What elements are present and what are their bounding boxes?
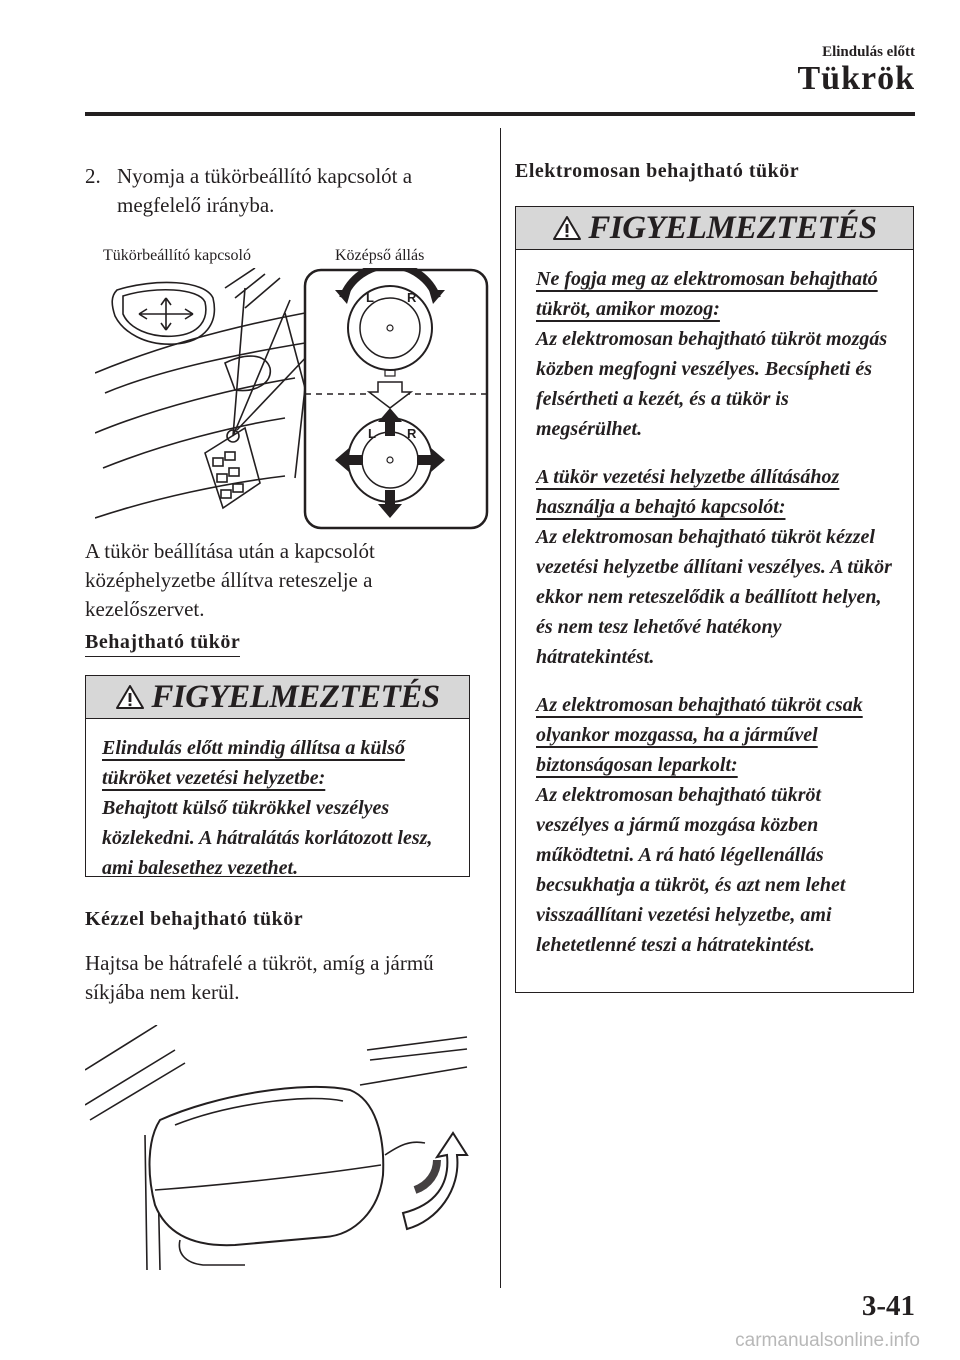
page-number: 3-41 [861, 1290, 915, 1322]
warning-1-heading: Elindulás előtt mindig állítsa a külső tükröket vezetési helyzetbe: [102, 737, 405, 789]
warning-triangle-icon [115, 684, 145, 710]
column-divider [500, 128, 501, 1288]
warning-box-2 [515, 206, 914, 993]
watermark: carmanualsonline.info [735, 1330, 920, 1351]
svg-text:L: L [368, 426, 376, 441]
manual-mirror-text: Hajtsa be hátrafelé a tükröt, amíg a jármű síkjába nem kerül. [85, 951, 434, 1004]
page-title: Tükrök [797, 60, 915, 97]
warning-1-text: Behajtott külső tükrökkel veszélyes közlekedni. A hátralátás korlátozott lesz, ami balesethez vezethet. [102, 797, 433, 879]
svg-text:L: L [366, 290, 374, 305]
warning-2-text-3: Az elektromosan behajtható tükröt veszélyes a jármű mozgása közben működtetni. A rá ható légellenállás becsukhatja a tükröt, és azt nem lehet visszaállítani vezetési helyzetbe, ami lehetetlenné teszi a hátratekintést. [536, 784, 846, 956]
step-text: Nyomja a tükörbeállító kapcsolót a megfelelő irányba. [117, 164, 413, 217]
warning-2-heading-2: A tükör vezetési helyzetbe állításához használja a behajtó kapcsolót: [536, 466, 840, 518]
figure-label-center: Középső állás [335, 247, 425, 264]
warning-triangle-icon [552, 215, 582, 241]
foldable-mirror-heading: Behajtható tükör [85, 631, 240, 657]
figure-label-switch: Tükörbeállító kapcsoló [103, 247, 251, 264]
warning-2-text-2: Az elektromosan behajtható tükröt kézzel vezetési helyzetbe állítani veszélyes. A tükör ekkor nem reteszelődik a beállított helyen, és nem tesz lehetővé hatékony hátratekintést. [536, 526, 892, 668]
folding-mirror-illustration [85, 1025, 475, 1270]
warning-2-heading-1: Ne fogja meg az elektromosan behajtható tükröt, amikor mozog: [536, 268, 878, 320]
after-adjust-text: A tükör beállítása után a kapcsolót középhelyzetbe állítva reteszelje a kezelőszervet. [85, 539, 375, 621]
section-title: Elindulás előtt [822, 44, 915, 60]
warning-2-heading-3: Az elektromosan behajtható tükröt csak olyankor mozgassa, ha a járművel biztonságosan leparkolt: [536, 694, 863, 776]
warning-box-1 [85, 675, 470, 877]
header-rule [85, 112, 915, 116]
manual-mirror-heading: Kézzel behajtható tükör [85, 908, 304, 930]
mirror-switch-illustration [95, 268, 490, 530]
warning-title-1: FIGYELMEZTETÉS [151, 678, 440, 715]
warning-2-text-1: Az elektromosan behajtható tükröt mozgás közben megfogni veszélyes. Becsípheti és felsértheti a kezét, és a tükör is megsérülhet. [536, 328, 888, 440]
electric-mirror-heading: Elektromosan behajtható tükör [515, 160, 800, 182]
warning-title-2: FIGYELMEZTETÉS [588, 209, 877, 246]
svg-text:R: R [407, 426, 417, 441]
warning-header-1 [86, 676, 469, 719]
step-number: 2. [85, 164, 101, 188]
svg-text:R: R [407, 290, 417, 305]
warning-header-2 [516, 207, 913, 250]
